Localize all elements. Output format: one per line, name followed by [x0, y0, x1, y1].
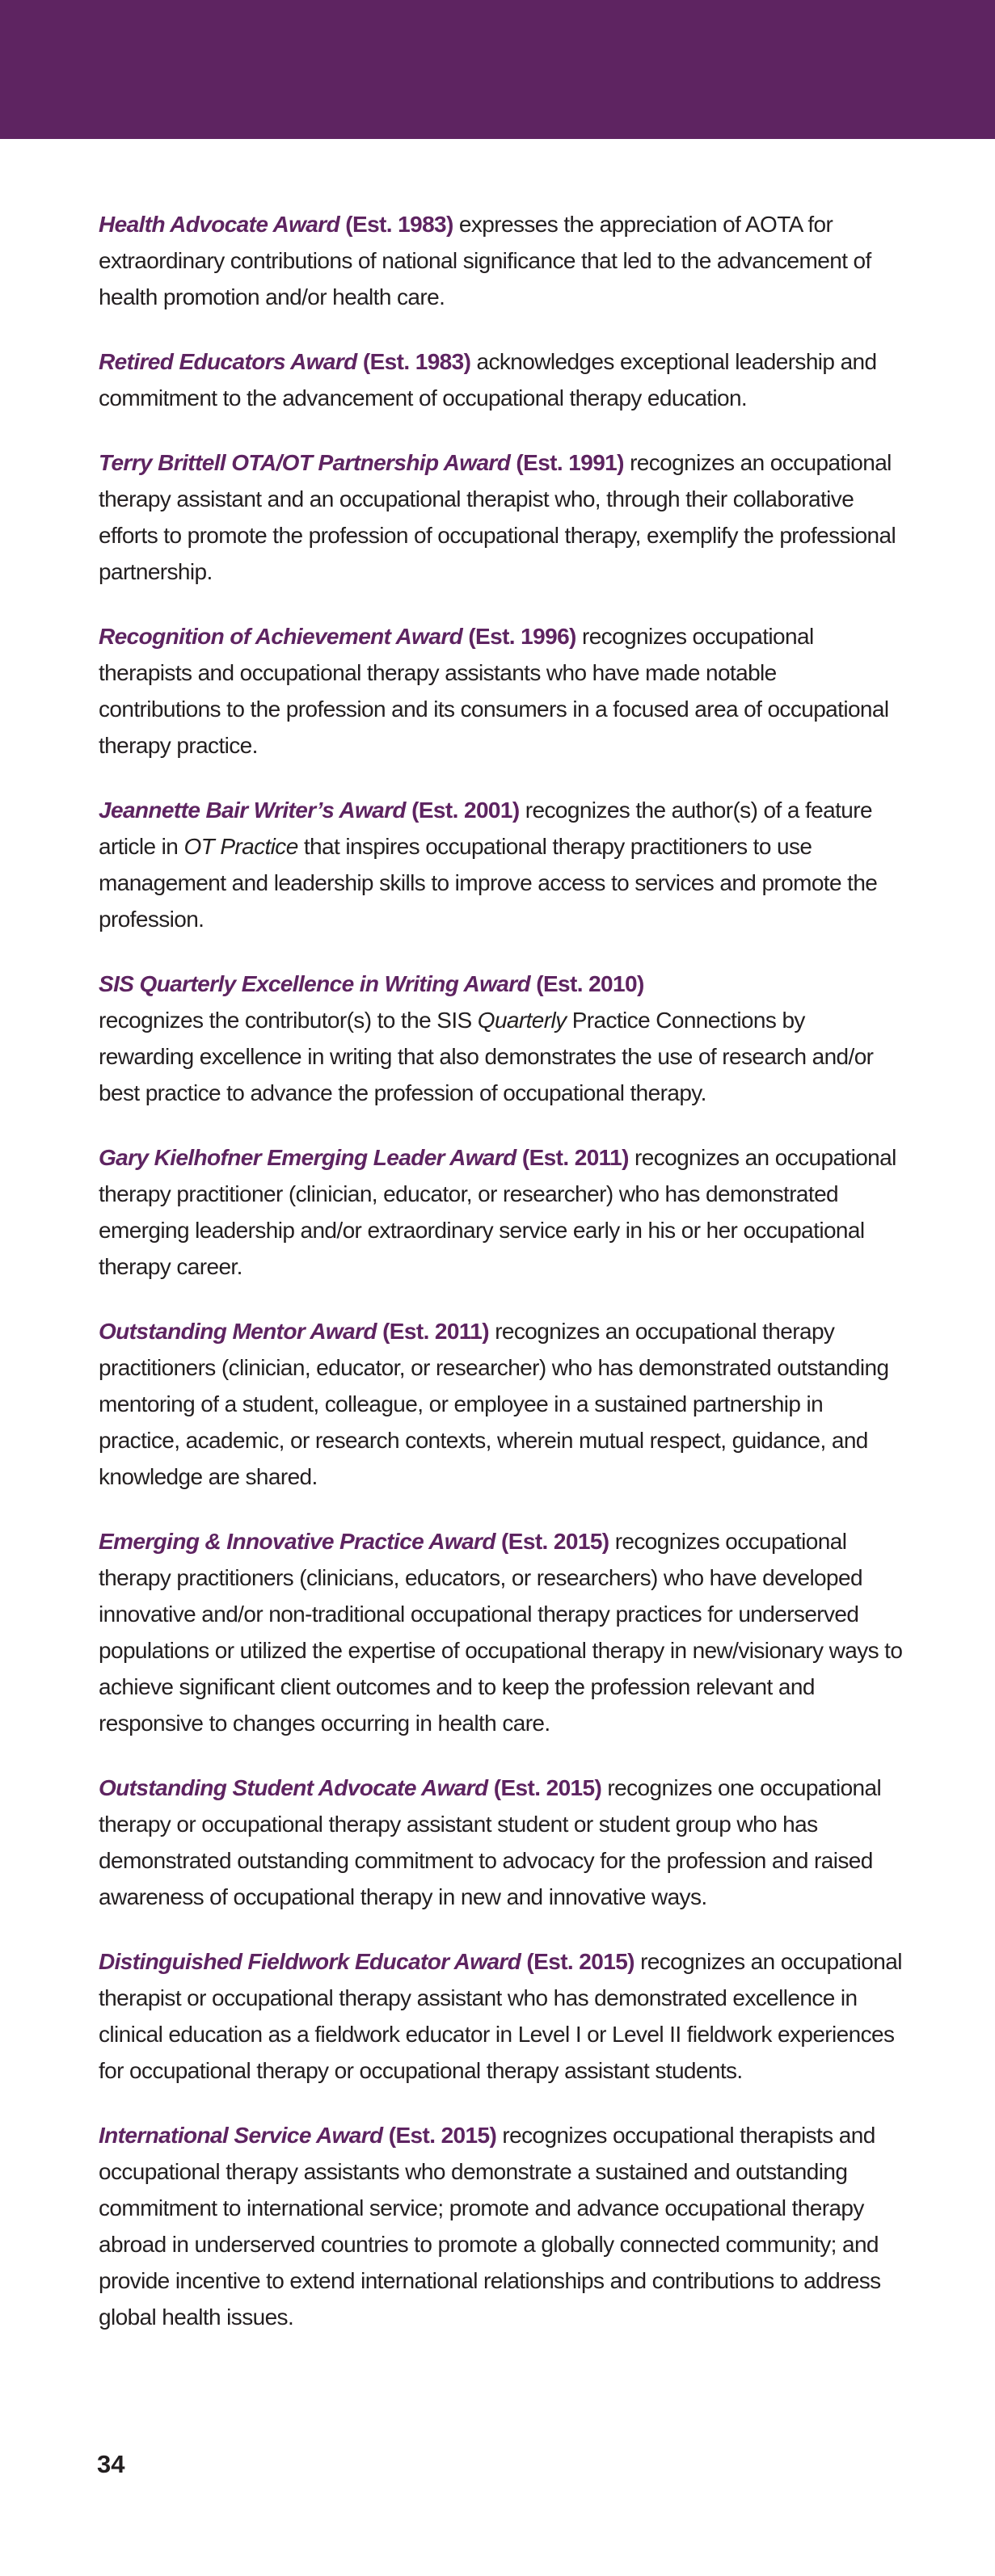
award-description: recognizes occupational therapists and occupational therapy assistants who demonstrate a sustained and outstanding commitment to international service; promote and advance occupational therapy abroad in underserved countries to promote a globally connected community; and provide incentive to extend international relationships and contributions to address global health issues. — [99, 2123, 881, 2330]
award-entry — [99, 1770, 903, 1915]
award-name: Outstanding Student Advocate Award — [99, 1775, 488, 1800]
award-description-part: Practice Connections by rewarding excellence in writing that also demonstrates the use of research and/or best practice to advance the profession of occupational therapy. — [99, 1008, 874, 1105]
award-description: recognizes an occupational therapy practitioners (clinician, educator, or researcher) who has demonstrated outstanding mentoring of a student, colleague, or employee in a sustained partnership in practice, academic, or research contexts, wherein mutual respect, guidance, and knowledge are shared. — [99, 1319, 889, 1489]
award-established: (Est. 1991) — [516, 450, 624, 475]
award-entry — [99, 792, 903, 937]
publication-title: Quarterly — [477, 1008, 567, 1033]
award-established: (Est. 2015) — [493, 1775, 602, 1800]
award-established: (Est. 2015) — [388, 2123, 497, 2148]
award-established: (Est. 2011) — [521, 1145, 629, 1170]
award-entry — [99, 343, 903, 416]
award-name: Gary Kielhofner Emerging Leader Award — [99, 1145, 516, 1170]
award-entry — [99, 966, 903, 1111]
award-entry — [99, 206, 903, 315]
award-established: (Est. 1983) — [362, 349, 471, 374]
award-description: recognizes occupational therapists and occupational therapy assistants who have made notable contributions to the profession and its consumers in a focused area of occupational therapy practice. — [99, 624, 889, 758]
award-description — [99, 1008, 873, 1105]
award-name: Health Advocate Award — [99, 212, 340, 237]
award-name: Recognition of Achievement Award — [99, 624, 463, 649]
award-description: expresses the appreciation of AOTA for extraordinary contributions of national significance that led to the advancement of health promotion and/or health care. — [99, 212, 871, 309]
award-name: Emerging & Innovative Practice Award — [99, 1529, 495, 1554]
award-description-part: recognizes the author(s) of a feature article in — [99, 798, 872, 859]
award-name: SIS Quarterly Excellence in Writing Award — [99, 971, 531, 996]
publication-title: OT Practice — [183, 834, 298, 859]
award-entry — [99, 1523, 903, 1741]
awards-list — [99, 206, 903, 2363]
award-description: recognizes one occupational therapy or occupational therapy assistant student or student group who has demonstrated outstanding commitment to advocacy for the profession and raised awareness of occupational therapy in new and innovative ways. — [99, 1775, 882, 1909]
award-description: recognizes an occupational therapy assistant and an occupational therapist who, through their collaborative efforts to promote the profession of occupational therapy, exemplify the professional partnership. — [99, 450, 896, 584]
award-name: Jeannette Bair Writer’s Award — [99, 798, 406, 823]
award-established: (Est. 1996) — [468, 624, 576, 649]
award-entry — [99, 1943, 903, 2089]
page-number: 34 — [97, 2450, 125, 2478]
award-description: recognizes occupational therapy practitioners (clinicians, educators, or researchers) who have developed innovative and/or non-traditional occupational therapy practices for underserved populations or utilized the expertise of occupational therapy in new/visionary ways to achieve significant client outcomes and to keep the profession relevant and responsive to changes occurring in health care. — [99, 1529, 903, 1736]
award-description-part: recognizes the contributor(s) to the SIS — [99, 1008, 472, 1033]
award-entry — [99, 444, 903, 590]
award-entry — [99, 2117, 903, 2335]
award-name: Terry Brittell OTA/OT Partnership Award — [99, 450, 511, 475]
award-description: recognizes an occupational therapist or occupational therapy assistant who has demonstrated excellence in clinical education as a fieldwork educator in Level I or Level II fieldwork experiences for occupational therapy or occupational therapy assistant students. — [99, 1949, 902, 2083]
award-established: (Est. 2015) — [501, 1529, 609, 1554]
award-name: Retired Educators Award — [99, 349, 357, 374]
award-entry — [99, 618, 903, 764]
award-description: recognizes an occupational therapy practitioner (clinician, educator, or researcher) who has demonstrated emerging leadership and/or extraordinary service early in his or her occupational therapy career. — [99, 1145, 896, 1279]
header-band — [0, 0, 995, 139]
award-name: International Service Award — [99, 2123, 383, 2148]
award-entry — [99, 1139, 903, 1285]
award-established: (Est. 2015) — [526, 1949, 635, 1974]
award-established: (Est. 2010) — [536, 971, 644, 996]
award-description: acknowledges exceptional leadership and commitment to the advancement of occupational therapy education. — [99, 349, 877, 410]
award-established: (Est. 2011) — [382, 1319, 490, 1344]
award-established: (Est. 1983) — [345, 212, 453, 237]
award-description-part: that inspires occupational therapy practitioners to use management and leadership skills to improve access to services and promote the profession. — [99, 834, 878, 932]
award-entry — [99, 1313, 903, 1495]
award-established: (Est. 2001) — [411, 798, 520, 823]
award-name: Outstanding Mentor Award — [99, 1319, 377, 1344]
award-name: Distinguished Fieldwork Educator Award — [99, 1949, 521, 1974]
